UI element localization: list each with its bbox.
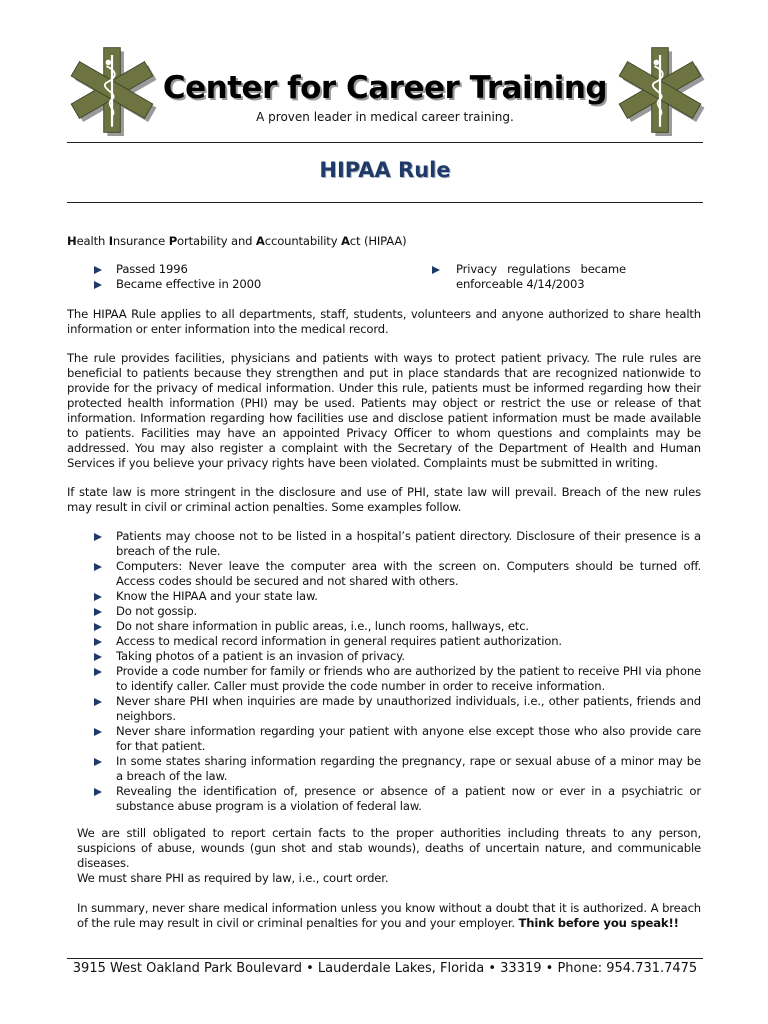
bullet-arrow-icon [94,266,102,274]
examples-list [67,529,701,814]
list-item: Patients may choose not to be listed in a hospital’s patient directory. Disclosure of their presence is a breach of the rule. [67,529,701,559]
paragraph-court-order: We must share PHI as required by law, i.e., court order. [77,871,389,885]
paragraph-reporting: We are still obligated to report certain facts to the proper authorities including threats to any person, suspicions of abuse, wounds (gun shot and stab wounds), deaths of uncertain nature, and communicable diseases. [77,826,701,870]
list-item: Provide a code number for family or friends who are authorized by the patient to receive PHI via phone to identify caller. Caller must provide the code number in order to receive information. [67,664,701,694]
list-item: Know the HIPAA and your state law. [67,589,701,604]
list-item: Access to medical record information in general requires patient authorization. [67,634,701,649]
bullet-arrow-icon [94,608,102,616]
bullet-arrow-icon [94,758,102,766]
list-item: Never share information regarding your patient with anyone else except those who also provide care for that patient. [67,724,701,754]
act-name: Health Insurance Portability and Accountability Act (HIPAA) [67,234,407,248]
list-item: Revealing the identification of, presence or absence of a patient now or ever in a psychiatric or substance abuse program is a violation of federal law. [67,784,701,814]
list-item: Privacy regulations became enforceable 4/14/2003 [406,262,626,292]
list-item: Never share PHI when inquiries are made by unauthorized individuals, i.e., other patients, friends and neighbors. [67,694,701,724]
paragraph-state-law: If state law is more stringent in the disclosure and use of PHI, state law will prevail. Breach of the new rules may result in civil or criminal action penalties. Some examples follow. [67,485,701,514]
bullet-arrow-icon [94,593,102,601]
bullet-arrow-icon [94,653,102,661]
document-title: HIPAA Rule [319,158,451,182]
bullet-arrow-icon [94,281,102,289]
summary-emphasis: Think before you speak!! [518,916,679,930]
bullet-arrow-icon [432,266,440,274]
list-item: Passed 1996 [67,262,387,277]
bullet-arrow-icon [94,623,102,631]
star-of-life-icon [66,44,158,136]
bullet-arrow-icon [94,698,102,706]
list-item: Do not gossip. [67,604,701,619]
organization-title: Center for Career Training [162,70,608,106]
paragraph-scope: The HIPAA Rule applies to all departments, staff, students, volunteers and anyone authorized to share health information or enter information into the medical record. [67,307,701,336]
paragraph-summary: In summary, never share medical information unless you know without a doubt that it is authorized. A breach of the rule may result in civil or criminal penalties for you and your employer. Think before you speak!! [77,901,701,930]
timeline-left [67,262,387,292]
bullet-arrow-icon [94,728,102,736]
list-item: In some states sharing information regarding the pregnancy, rape or sexual abuse of a minor may be a breach of the law. [67,754,701,784]
title-divider [67,202,703,203]
bullet-arrow-icon [94,788,102,796]
bullet-arrow-icon [94,533,102,541]
footer-address: 3915 West Oakland Park Boulevard • Lauderdale Lakes, Florida • 33319 • Phone: 954.731.7475 [72,961,698,976]
list-item: Computers: Never leave the computer area with the screen on. Computers should be turned off. Access codes should be secured and not shared with others. [67,559,701,589]
timeline-right [406,262,626,292]
header-divider [67,142,703,143]
bullet-arrow-icon [94,638,102,646]
star-of-life-icon [614,44,706,136]
list-item: Taking photos of a patient is an invasion of privacy. [67,649,701,664]
paragraph-privacy: The rule provides facilities, physicians and patients with ways to protect patient privacy. The rule rules are beneficial to patients because they strengthen and put in place standards that are recognized nationwide to provide for the privacy of medical information. Under this rule, patients must be informed regarding how their protected health information (PHI) may be used. Patients may object or restrict the use or release of that information. Information regarding how facilities use and disclose patient information must be made available to patients. Facilities may have an appointed Privacy Officer to whom questions and complaints may be addressed. You may also register a complaint with the Secretary of the Department of Health and Human Services if you believe your privacy rights have been violated. Complaints must be submitted in writing. [67,351,701,470]
organization-tagline: A proven leader in medical career training. [256,110,514,124]
bullet-arrow-icon [94,668,102,676]
bullet-arrow-icon [94,563,102,571]
footer-divider [67,958,703,959]
list-item: Do not share information in public areas, i.e., lunch rooms, hallways, etc. [67,619,701,634]
list-item: Became effective in 2000 [67,277,387,292]
